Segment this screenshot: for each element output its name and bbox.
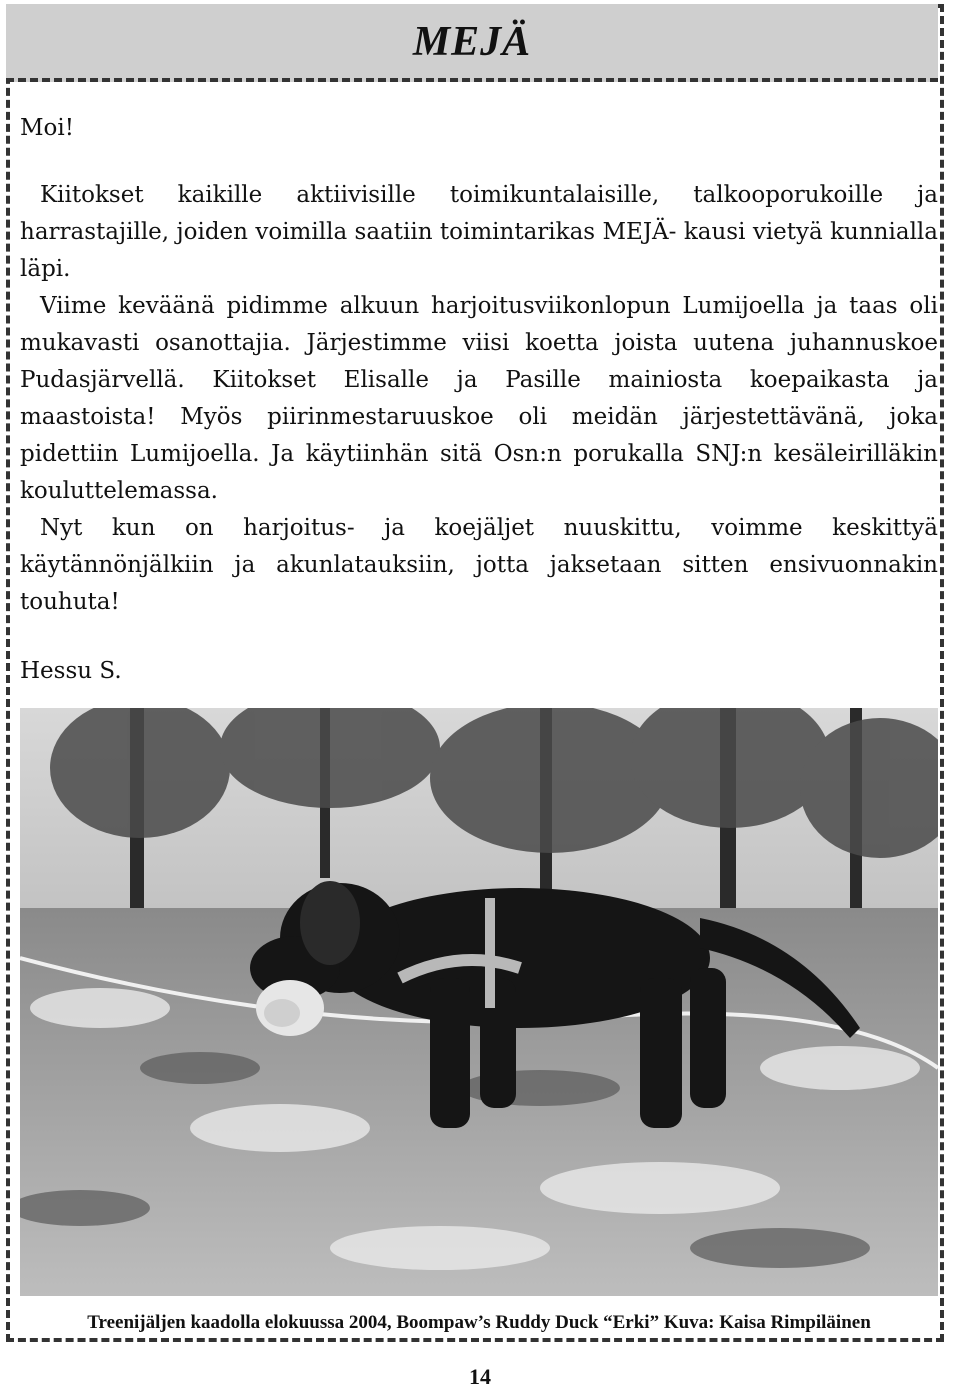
signature: Hessu S. [20, 658, 122, 684]
paragraph-future: Nyt kun on harjoitus- ja koejäljet nuuskittu, voimme keskittyä käytännönjälkiin ja akunlatauksiin, jotta jaksetaan sitten ensivuonnakin touhuta! [20, 515, 938, 615]
dog-photo [20, 708, 938, 1296]
article-body [20, 110, 938, 713]
greeting: Moi! [20, 115, 74, 141]
paragraph-thanks: Kiitokset kaikille aktiivisille toimikuntalaisille, talkooporukoille ja harrastajille, joiden voimilla saatiin toimintarikas MEJÄ- kausi vietyä kunnialla läpi. [20, 182, 938, 282]
dog-photo-illustration [20, 708, 938, 1296]
paragraph-season: Viime keväänä pidimme alkuun harjoitusviikonlopun Lumijoella ja taas oli mukavasti osanottajia. Järjestimme viisi koetta joista uutena juhannuskoe Pudasjärvellä. Kiitokset Elisalle ja Pasille mainiosta koepaikasta ja maastoista! Myös piirinmestaruuskoe oli meidän järjestettävänä, joka pidettiin Lumijoella. Ja käytiinhän sitä Osn:n porukalla SNJ:n kesäleirilläkin kouluttelemassa. [20, 293, 938, 504]
title-bar [6, 4, 938, 82]
page-title: MEJÄ [412, 19, 532, 65]
photo-caption: Treenijäljen kaadolla elokuussa 2004, Boompaw’s Ruddy Duck “Erki” Kuva: Kaisa Rimpiläinen [87, 1312, 871, 1333]
page-number: 14 [469, 1364, 491, 1389]
